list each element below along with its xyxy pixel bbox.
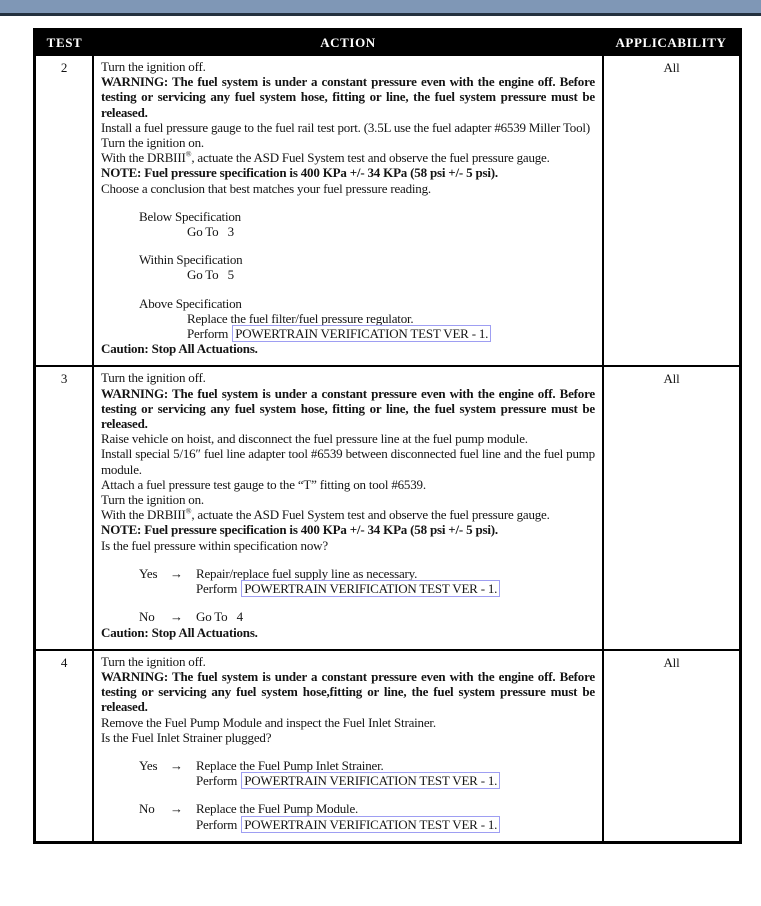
test-number-cell: 3 [35,366,94,649]
conclusion-label: Below Specification [139,208,241,224]
action-text: Turn the ignition on. [101,492,204,508]
action-text: Install special 5/16″ fuel line adapter tool #6539 between disconnected fuel line and the fuel pump module. [101,446,595,477]
caution-text: Caution: Stop All Actuations. [101,341,258,357]
column-header-action: ACTION [93,30,603,56]
perform-label: Perform [196,773,238,789]
step-line: Repair/replace fuel supply line as necessary. [196,565,418,581]
step-line [196,773,595,788]
action-text: Attach a fuel pressure test gauge to the “T” fitting on tool #6539. [101,476,426,492]
test-number-cell: 4 [35,650,94,843]
table-row [35,366,741,649]
powertrain-verification-link[interactable]: POWERTRAIN VERIFICATION TEST VER - 1. [241,772,500,789]
conclusion-label: Above Specification [139,295,242,311]
decision-steps [196,801,595,831]
action-text: Turn the ignition off. [101,653,206,669]
decision-steps [196,609,595,624]
action-text: Install a fuel pressure gauge to the fuel rail test port. (3.5L use the fuel adapter #6539 Miller Tool) [101,119,590,135]
action-text: Is the fuel pressure within specification now? [101,537,328,553]
arrow-icon: → [170,801,183,817]
conclusion-label: Within Specification [139,252,243,268]
decision-group [139,801,595,831]
decision-group [139,609,595,624]
conclusion-steps [187,224,595,239]
action-cell [93,650,603,843]
applicability-cell: All [603,366,741,649]
decision-answer: Yes [139,757,158,773]
step-line: Go To 3 [187,224,234,240]
step-line [196,817,595,832]
conclusion-group [139,209,595,239]
step-line: Replace the Fuel Pump Inlet Strainer. [196,757,384,773]
decision-answer: No [139,801,155,817]
applicability-cell: All [603,55,741,366]
warning-text: WARNING: The fuel system is under a constant pressure even with the engine off. Before testing or servicing any fuel system hose,fitting or line, the fuel system pressure must be released. [101,668,595,715]
diagnostic-test-table [33,28,742,844]
powertrain-verification-link[interactable]: POWERTRAIN VERIFICATION TEST VER - 1. [232,325,491,342]
action-text: With the DRBIII®, actuate the ASD Fuel System test and observe the fuel pressure gauge. [101,149,550,166]
warning-text: WARNING: The fuel system is under a constant pressure even with the engine off. Before testing or servicing any fuel system hose, fitting or line, the fuel system pressure must be released. [101,385,595,432]
arrow-icon: → [170,757,183,773]
step-line: Go To 4 [196,609,243,625]
conclusion-steps [187,311,595,341]
decision-answer: No [139,609,155,625]
step-line: Replace the Fuel Pump Module. [196,801,359,817]
decision-steps [196,758,595,788]
action-text: Turn the ignition off. [101,370,206,386]
action-text: Raise vehicle on hoist, and disconnect the fuel pressure line at the fuel pump module. [101,431,528,447]
warning-text: NOTE: Fuel pressure specification is 400 KPa +/- 34 KPa (58 psi +/- 5 psi). [101,165,498,181]
caution-text: Caution: Stop All Actuations. [101,624,258,640]
action-cell [93,366,603,649]
conclusion-group [139,252,595,282]
action-text: Remove the Fuel Pump Module and inspect the Fuel Inlet Strainer. [101,714,436,730]
decision-group [139,566,595,596]
arrow-icon: → [170,609,183,625]
table-row [35,55,741,366]
perform-label: Perform [196,581,238,597]
action-text: Turn the ignition off. [101,59,206,74]
test-number-cell: 2 [35,55,94,366]
applicability-cell: All [603,650,741,843]
action-text: Choose a conclusion that best matches your fuel pressure reading. [101,180,431,196]
decision-steps [196,566,595,596]
step-line [196,581,595,596]
step-line [187,326,595,341]
step-line: Go To 5 [187,267,234,283]
decision-answer: Yes [139,565,158,581]
arrow-icon: → [170,565,183,581]
action-cell [93,55,603,366]
action-text: Is the Fuel Inlet Strainer plugged? [101,729,272,745]
powertrain-verification-link[interactable]: POWERTRAIN VERIFICATION TEST VER - 1. [241,816,500,833]
header-row [35,30,741,56]
warning-text: NOTE: Fuel pressure specification is 400 KPa +/- 34 KPa (58 psi +/- 5 psi). [101,522,498,538]
step-line: Replace the fuel filter/fuel pressure regulator. [187,310,414,326]
table-row [35,650,741,843]
warning-text: WARNING: The fuel system is under a constant pressure even with the engine off. Before testing or servicing any fuel system hose, fitting or line, the fuel system pressure must be released. [101,74,595,120]
perform-label: Perform [187,326,229,342]
powertrain-verification-link[interactable]: POWERTRAIN VERIFICATION TEST VER - 1. [241,580,500,597]
conclusion-steps [187,267,595,282]
column-header-applicability: APPLICABILITY [603,30,741,56]
app-header-bar [0,0,761,16]
action-text: With the DRBIII®, actuate the ASD Fuel System test and observe the fuel pressure gauge. [101,506,550,523]
perform-label: Perform [196,816,238,832]
column-header-test: TEST [35,30,94,56]
conclusion-group [139,296,595,342]
decision-group [139,758,595,788]
action-text: Turn the ignition on. [101,135,204,151]
